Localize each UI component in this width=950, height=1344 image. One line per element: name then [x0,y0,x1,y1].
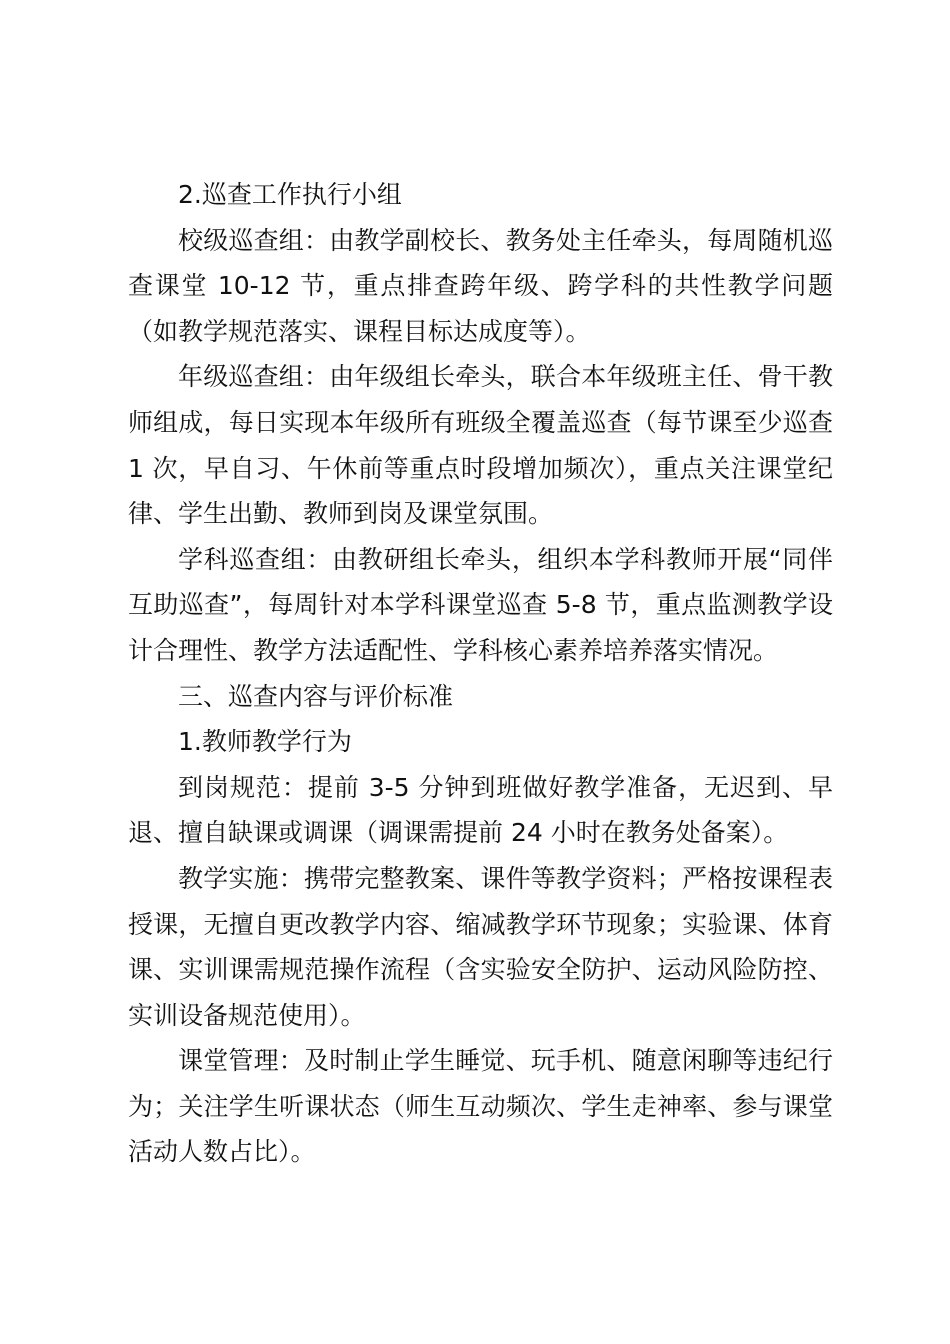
paragraph-classroom-management: 课堂管理：及时制止学生睡觉、玩手机、随意闲聊等违纪行为；关注学生听课状态（师生互动频次、学生走神率、参与课堂活动人数占比）。 [128,1046,833,1167]
paragraph-attendance-norms: 到岗规范：提前 3-5 分钟到班做好教学准备，无迟到、早退、擅自缺课或调课（调课需提前 24 小时在教务处备案）。 [128,772,833,848]
heading-section-three: 三、巡查内容与评价标准 [178,681,454,711]
heading-inspection-teams: 2.巡查工作执行小组 [178,180,402,209]
paragraph-school-level-team: 校级巡查组：由教学副校长、教务处主任牵头，每周随机巡查课堂 10-12 节，重点排查跨年级、跨学科的共性教学问题（如教学规范落实、课程目标达成度等）。 [128,225,833,346]
paragraph-teaching-implementation: 教学实施：携带完整教案、课件等教学资料；严格按课程表授课，无擅自更改教学内容、缩减教学环节现象；实验课、体育课、实训课需规范操作流程（含实验安全防护、运动风险防控、实训设备规范使用）。 [128,863,833,1030]
heading-teacher-behavior: 1.教师教学行为 [178,727,352,757]
document-page [128,172,833,1175]
paragraph-subject-team: 学科巡查组：由教研组长牵头，组织本学科教师开展“同伴互助巡查”，每周针对本学科课堂巡查 5-8 节，重点监测教学设计合理性、教学方法适配性、学科核心素养培养落实情况。 [128,544,833,665]
paragraph-grade-level-team: 年级巡查组：由年级组长牵头，联合本年级班主任、骨干教师组成，每日实现本年级所有班级全覆盖巡查（每节课至少巡查 1 次，早自习、午休前等重点时段增加频次），重点关注课堂纪律、学生出勤、教师到岗及课堂氛围。 [128,362,833,529]
